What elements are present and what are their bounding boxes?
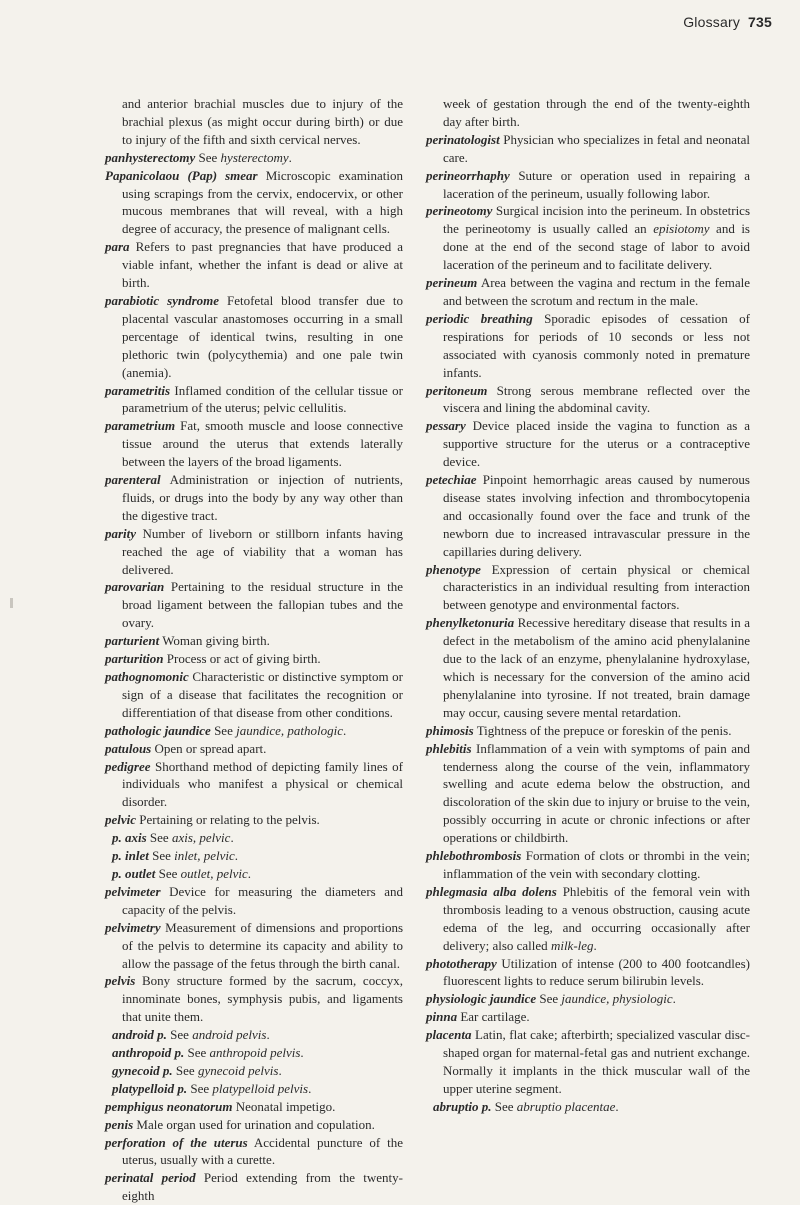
entry-definition: Device for measuring the diameters and capacity of the pelvis. xyxy=(122,883,403,917)
left-column xyxy=(105,95,403,1205)
entry-term: perforation of the uterus xyxy=(105,1134,248,1150)
entry-term: parovarian xyxy=(105,579,165,595)
entry-continuation: and anterior brachial muscles due to injury of the brachial plexus (as might occur during birth) or due to injury of the fifth and sixth cervical nerves. xyxy=(122,96,403,147)
glossary-entry xyxy=(426,883,750,955)
entry-definition: Pertaining or relating to the pelvis. xyxy=(139,812,320,828)
entry-term: patulous xyxy=(105,740,152,756)
entry-term: phimosis xyxy=(426,722,474,738)
entry-definition: Period extending from the twenty-eighth xyxy=(122,1170,403,1204)
entry-definition: Inflamed condition of the cellular tissue or parametrium of the uterus; pelvic cellulitis. xyxy=(122,382,403,416)
entry-ending: . xyxy=(230,830,234,846)
sub-entry xyxy=(105,1026,403,1044)
sub-entry xyxy=(105,1062,403,1080)
glossary-entry xyxy=(426,1026,750,1098)
entry-term: parturient xyxy=(105,633,160,649)
glossary-entry xyxy=(426,471,750,561)
entry-definition: Physician who specializes in fetal and neonatal care. xyxy=(443,131,750,165)
entry-definition: Pertaining to the residual structure in the broad ligament between the fallopian tubes and the ovary. xyxy=(122,579,403,631)
entry-term: perineorrhaphy xyxy=(426,167,510,183)
glossary-entry xyxy=(105,758,403,812)
header-title: Glossary xyxy=(683,14,741,30)
entry-term: pathognomonic xyxy=(105,669,189,684)
entry-definition: See xyxy=(198,149,218,165)
glossary-entry xyxy=(426,740,750,847)
glossary-entry xyxy=(105,149,403,167)
entry-definition: Process or act of giving birth. xyxy=(166,651,321,667)
entry-definition: See xyxy=(170,1027,189,1043)
running-header xyxy=(683,14,772,30)
glossary-entry xyxy=(426,382,750,418)
entry-definition: Characteristic or distinctive symptom or sign of a disease that facilitates the recognition or differentiation of that disease from other conditions. xyxy=(122,669,403,720)
entry-term: placenta xyxy=(426,1027,472,1043)
entry-term: pelvic xyxy=(105,812,137,828)
entry-definition: Recessive hereditary disease that results in a defect in the metabolism of the amino acid phenylalanine due to the lack of an enzyme, phenylalanine hydroxylase, which is necessary for the conversion of the amino acid phenylalanine into tyrosine. If not treated, brain damage may occur, causing severe mental retardation. xyxy=(443,615,751,720)
entry-definition: Sporadic episodes of cessation of respirations for periods of 10 seconds or less not associated with cyanosis commonly noted in premature infants. xyxy=(443,310,751,380)
cross-reference: gynecoid pelvis xyxy=(197,1062,279,1078)
cross-reference: anthropoid pelvis xyxy=(209,1045,301,1061)
entry-definition: See xyxy=(158,865,178,881)
cross-reference: abruptio placentae xyxy=(516,1098,616,1114)
entry-definition: See xyxy=(187,1045,207,1061)
glossary-entry xyxy=(105,525,403,579)
entry-term: p. axis xyxy=(112,830,147,846)
glossary-entry xyxy=(105,382,403,418)
glossary-entry xyxy=(426,1008,750,1026)
cross-reference: jaundice, pathologic xyxy=(236,722,343,738)
sub-entry xyxy=(105,1044,403,1062)
entry-ending: . xyxy=(266,1027,270,1043)
entry-definition: See xyxy=(149,830,169,846)
entry-ending: . xyxy=(247,865,252,881)
glossary-entry xyxy=(426,202,750,274)
entry-definition: Bony structure formed by the sacrum, coccyx, innominate bones, symphysis pubis, and ligaments that unite them. xyxy=(122,973,403,1025)
cross-reference: android pelvis xyxy=(192,1027,267,1043)
entry-term: periodic breathing xyxy=(426,310,533,326)
entry-term: pelvimetry xyxy=(105,919,161,935)
glossary-entry xyxy=(105,919,403,973)
glossary-entry xyxy=(426,990,750,1008)
sub-entry xyxy=(105,1080,403,1098)
glossary-entry xyxy=(426,847,750,883)
sub-entry xyxy=(105,865,403,883)
glossary-entry xyxy=(105,1098,403,1116)
entry-definition: See xyxy=(152,848,171,864)
cross-reference: jaundice, physiologic xyxy=(561,991,673,1007)
entry-term: parabiotic syndrome xyxy=(105,292,220,308)
entry-ending: . xyxy=(615,1098,619,1114)
glossary-entry xyxy=(105,1116,403,1134)
entry-ending: . xyxy=(342,722,347,738)
entry-term: android p. xyxy=(112,1027,167,1043)
entry-definition: Ear cartilage. xyxy=(460,1009,530,1025)
glossary-entry xyxy=(105,722,403,740)
entry-definition: Shorthand method of depicting family lines of individuals who manifest a physical or chemical disorder. xyxy=(122,758,403,810)
right-column xyxy=(426,95,750,1116)
page-number: 735 xyxy=(748,14,772,30)
entry-term: pedigree xyxy=(105,758,151,774)
entry-term: abruptio p. xyxy=(433,1098,492,1114)
glossary-entry xyxy=(105,238,403,292)
entry-term: anthropoid p. xyxy=(112,1045,185,1061)
glossary-entry xyxy=(105,972,403,1026)
glossary-entry xyxy=(105,740,403,758)
entry-definition: Suture or operation used in repairing a laceration of the perineum, usually following labor. xyxy=(443,167,750,201)
entry-ending: . xyxy=(288,149,292,165)
glossary-entry xyxy=(105,292,403,382)
glossary-entry xyxy=(426,561,750,615)
glossary-entry xyxy=(426,131,750,167)
entry-definition: Pinpoint hemorrhagic areas caused by numerous disease states involving infection and thrombocytopenia and occasionally found over the face and trunk of the newborn due to increased intravascular pressure in the capillaries during delivery. xyxy=(443,472,750,559)
entry-definition: Tightness of the prepuce or foreskin of the penis. xyxy=(476,722,732,738)
entry-term: perineotomy xyxy=(426,203,493,219)
entry-definition: Surgical incision into the perineum. In obstetrics the perineotomy is usually called an xyxy=(443,203,751,237)
entry-term: p. inlet xyxy=(112,848,149,864)
entry-definition: Device placed inside the vagina to function as a supportive structure for the uterus or a contraceptive device. xyxy=(443,418,751,470)
glossary-entry xyxy=(426,614,750,721)
entry-term: parenteral xyxy=(105,472,161,488)
entry-term: phlebitis xyxy=(426,740,472,756)
cross-reference: platypelloid pelvis xyxy=(212,1080,309,1096)
entry-definition: Male organ used for urination and copulation. xyxy=(136,1116,375,1132)
cross-reference: axis, pelvic xyxy=(171,830,231,846)
entry-term: pelvimeter xyxy=(105,883,161,899)
glossary-entry xyxy=(426,167,750,203)
entry-term: petechiae xyxy=(426,472,477,488)
glossary-entry xyxy=(426,274,750,310)
entry-definition: Latin, flat cake; afterbirth; specialized vascular disc-shaped organ for maternal-fetal gas and nutrient exchange. Normally it implants in the thick muscular wall of the upper uterine segment. xyxy=(443,1027,751,1096)
entry-definition: Refers to past pregnancies that have produced a viable infant, whether the infant is dead or alive at birth. xyxy=(122,239,404,291)
entry-term: physiologic jaundice xyxy=(426,991,537,1007)
entry-term: phlebothrombosis xyxy=(426,848,522,864)
entry-definition: Fetofetal blood transfer due to placental vascular anastomoses occurring in a small percentage of identical twins, resulting in one plethoric twin (polycythemia) and one pale twin (anemia). xyxy=(122,292,403,380)
entry-term: para xyxy=(105,239,130,255)
entry-definition: Neonatal impetigo. xyxy=(235,1098,336,1114)
entry-definition: Measurement of dimensions and proportions of the pelvis to determine its capacity and ability to allow the passage of the fetus through the birth canal. xyxy=(122,919,403,971)
entry-term: pathologic jaundice xyxy=(105,722,211,738)
cross-reference: episiotomy xyxy=(653,221,710,237)
glossary-entry xyxy=(105,417,403,471)
entry-ending: . xyxy=(672,991,676,1007)
entry-term: peritoneum xyxy=(426,382,488,398)
glossary-entry xyxy=(105,811,403,829)
entry-term: parity xyxy=(105,525,137,541)
glossary-entry xyxy=(105,1134,403,1170)
glossary-entry xyxy=(105,883,403,919)
glossary-entry xyxy=(426,722,750,740)
entry-ending: . xyxy=(308,1080,312,1096)
cross-reference: hysterectomy xyxy=(220,149,289,165)
entry-term: perinatal period xyxy=(105,1170,196,1186)
cross-reference: outlet, pelvic xyxy=(180,865,248,881)
entry-ending: . xyxy=(300,1045,304,1061)
entry-definition: See xyxy=(494,1098,514,1114)
entry-definition: See xyxy=(190,1080,210,1096)
entry-term: perineum xyxy=(426,275,478,291)
entry-term: pinna xyxy=(426,1009,458,1025)
entry-term: Papanicolaou (Pap) smear xyxy=(105,167,258,183)
entry-ending: and is done at the end of the second stage of labor to avoid laceration of the perineum and to facilitate delivery. xyxy=(443,221,750,273)
entry-term: penis xyxy=(105,1116,134,1132)
sub-entry xyxy=(105,829,403,847)
entry-term: pemphigus neonatorum xyxy=(105,1098,233,1114)
entry-term: p. outlet xyxy=(112,865,156,881)
entry-term: phlegmasia alba dolens xyxy=(426,883,557,899)
entry-continuation: week of gestation through the end of the twenty-eighth day after birth. xyxy=(443,96,750,129)
entry-definition: Formation of clots or thrombi in the vein; inflammation of the vein with secondary clotting. xyxy=(443,848,750,881)
entry-term: phenotype xyxy=(426,561,481,577)
sub-entry xyxy=(105,847,403,865)
entry-definition: Open or spread apart. xyxy=(154,740,267,756)
glossary-entry xyxy=(105,1169,403,1205)
entry-term: panhysterectomy xyxy=(105,149,196,165)
entry-definition: See xyxy=(539,991,559,1007)
glossary-entry xyxy=(105,167,403,239)
glossary-entry xyxy=(105,632,403,650)
entry-definition: Expression of certain physical or chemical characteristics in an individual resulting from interaction between genotype and environmental factors. xyxy=(443,561,751,613)
entry-term: platypelloid p. xyxy=(112,1080,188,1096)
cross-reference: milk-leg xyxy=(550,937,594,953)
entry-definition: Administration or injection of nutrients, fluids, or drugs into the body by any way other than the digestive tract. xyxy=(122,472,403,523)
entry-term: phenylketonuria xyxy=(426,615,515,631)
entry-term: perinatologist xyxy=(426,131,500,147)
entry-definition: Strong serous membrane reflected over the viscera and lining the abdominal cavity. xyxy=(443,382,750,416)
glossary-entry xyxy=(426,417,750,471)
entry-term: gynecoid p. xyxy=(112,1062,173,1078)
entry-term: parametrium xyxy=(105,418,176,434)
entry-definition: Fat, smooth muscle and loose connective tissue around the uterus that extends laterally between the layers of the broad ligaments. xyxy=(122,418,404,470)
margin-mark xyxy=(10,598,13,608)
sub-entry xyxy=(426,1098,750,1116)
entry-term: phototherapy xyxy=(426,955,497,971)
entry-definition: Microscopic examination using scrapings from the cervix, endocervix, or other mucous membranes that will reveal, with a high degree of accuracy, the presence of malignant cells. xyxy=(122,167,403,237)
entry-definition: Inflammation of a vein with symptoms of pain and tenderness along the course of the vein, inflammatory swelling and acute edema below the obstruction, and discoloration of the skin due to injury or bruise to the vein, possibly occurring in acute or chronic infections or after operations or childbirth. xyxy=(443,740,750,846)
entry-definition: Utilization of intense (200 to 400 footcandles) fluorescent lights to reduce serum bilirubin levels. xyxy=(443,955,750,989)
entry-term: pessary xyxy=(426,418,466,434)
entry-definition: Area between the vagina and rectum in the female and between the scrotum and rectum in the male. xyxy=(443,275,750,308)
entry-definition: Accidental puncture of the uterus, usually with a curette. xyxy=(122,1134,403,1168)
entry-definition: Woman giving birth. xyxy=(162,633,270,649)
cross-reference: inlet, pelvic xyxy=(174,848,235,864)
glossary-entry xyxy=(105,668,403,722)
glossary-entry xyxy=(105,578,403,632)
entry-definition: Phlebitis of the femoral vein with thrombosis leading to a venous obstruction, causing acute edema of the leg, and occurring occasionally after delivery; also called xyxy=(443,883,751,953)
glossary-entry xyxy=(426,955,750,991)
entry-definition: See xyxy=(214,722,233,738)
entry-term: parturition xyxy=(105,651,164,667)
entry-definition: Number of liveborn or stillborn infants having reached the age of viability that a woman has delivered. xyxy=(122,525,403,577)
glossary-entry xyxy=(105,650,403,668)
entry-definition: See xyxy=(175,1062,195,1078)
entry-term: parametritis xyxy=(105,382,171,398)
glossary-entry xyxy=(105,471,403,525)
glossary-entry xyxy=(426,310,750,382)
entry-ending: . xyxy=(278,1062,282,1078)
entry-term: pelvis xyxy=(105,973,136,989)
entry-ending: . xyxy=(234,848,239,864)
entry-ending: . xyxy=(593,937,597,953)
